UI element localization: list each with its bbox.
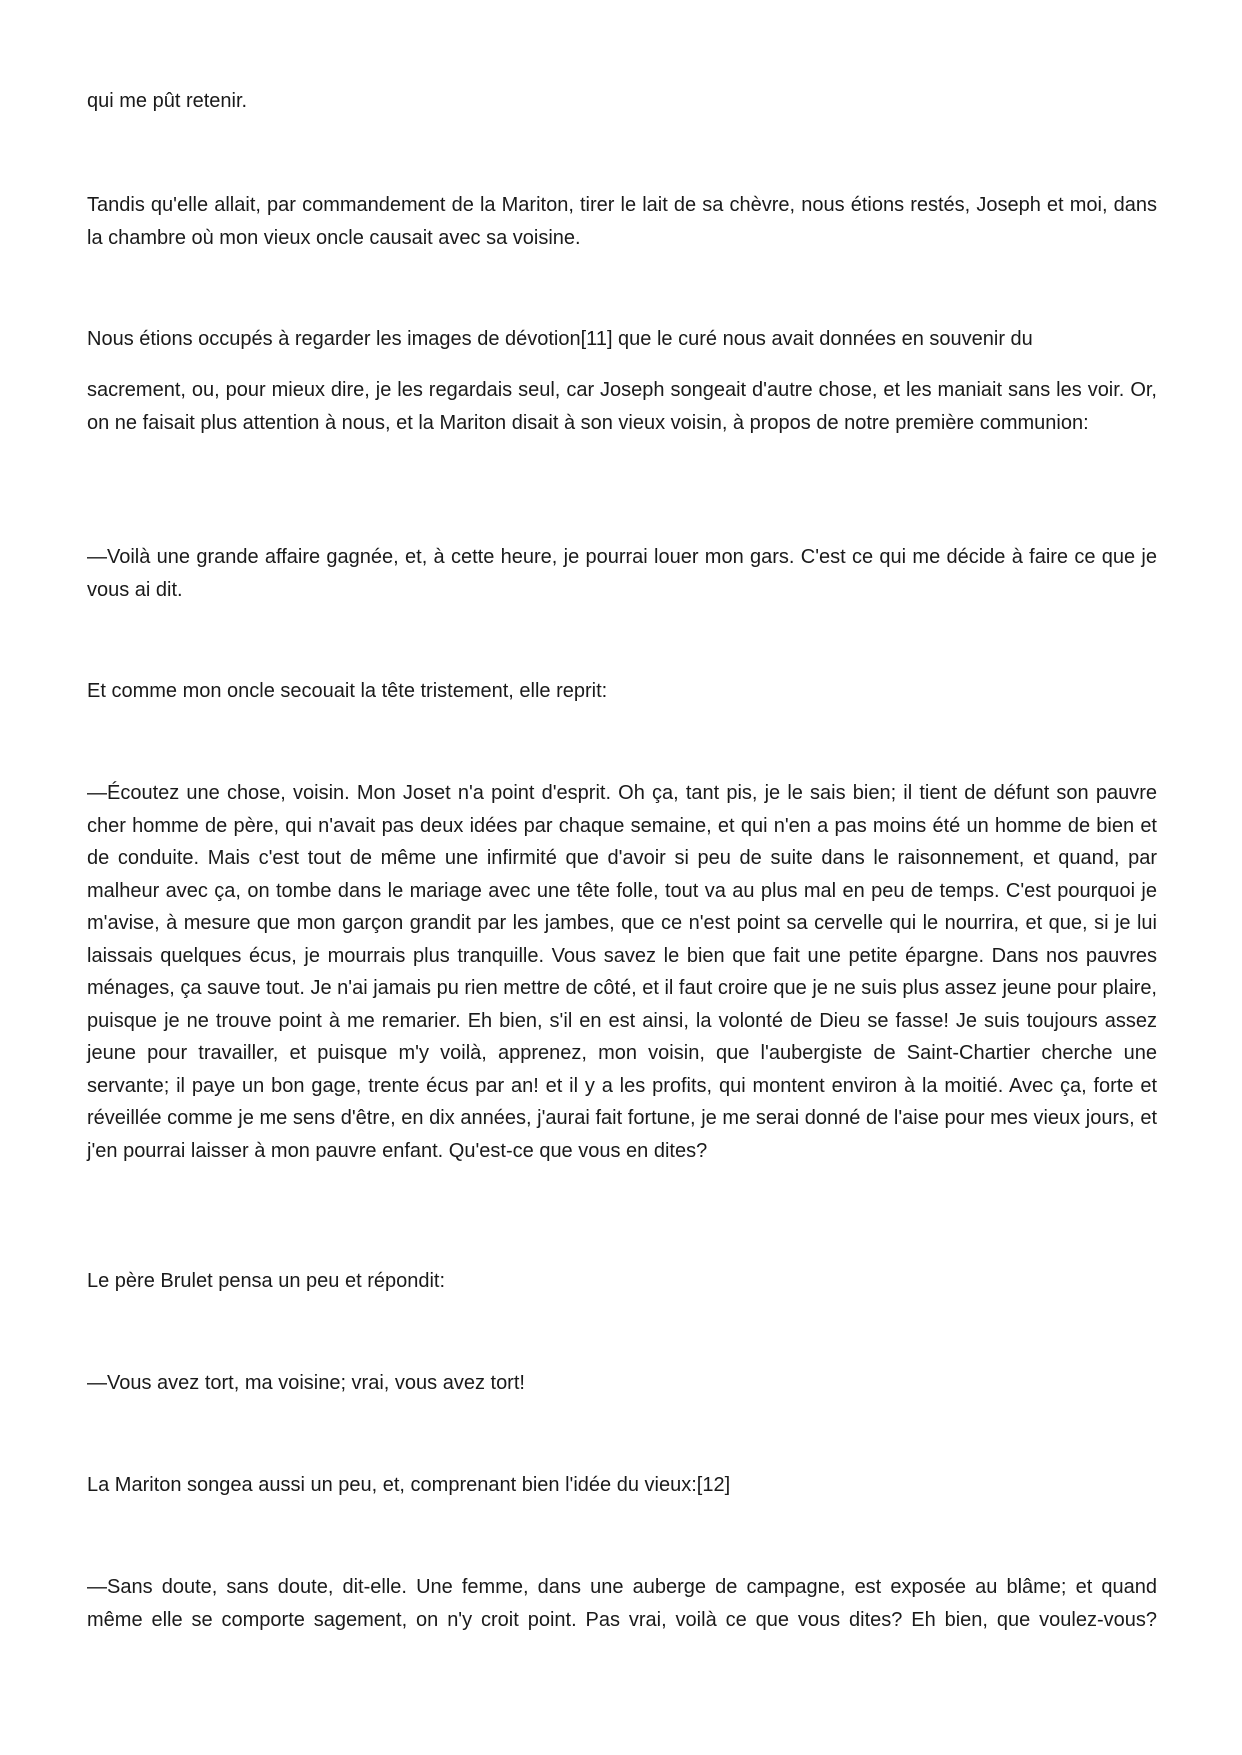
paragraph-1: qui me pût retenir. bbox=[87, 90, 248, 112]
document-page bbox=[87, 0, 1157, 1755]
paragraph-10: La Mariton songea aussi un peu, et, comprenant bien l'idée du vieux:[12] bbox=[87, 1474, 731, 1496]
paragraph-2: Tandis qu'elle allait, par commandement de la Mariton, tirer le lait de sa chèvre, nous étions restés, Joseph et moi, dans la chambre où mon vieux oncle causait avec sa voisine. bbox=[87, 194, 1157, 249]
paragraph-7: —Écoutez une chose, voisin. Mon Joset n'a point d'esprit. Oh ça, tant pis, je le sais bien; il tient de défunt son pauvre cher homme de père, qui n'avait pas deux idées par chaque semaine, et qui n'en a pas moins été un homme de bien et de conduite. Mais c'est tout de même une infirmité que d'avoir si peu de suite dans le raisonnement, et quand, par malheur avec ça, on tombe dans le mariage avec une tête folle, tout va au plus mal en peu de temps. C'est pourquoi je m'avise, à mesure que mon garçon grandit par les jambes, que ce n'est point sa cervelle qui le nourrira, et que, si je lui laissais quelques écus, je mourrais plus tranquille. Vous savez le bien que fait une petite épargne. Dans nos pauvres ménages, ça sauve tout. Je n'ai jamais pu rien mettre de côté, et il faut croire que je ne suis plus assez jeune pour plaire, puisque je ne trouve point à me remarier. Eh bien, s'il en est ainsi, la volonté de Dieu se fasse! Je suis toujours assez jeune pour travailler, et puisque m'y voilà, apprenez, mon voisin, que l'aubergiste de Saint-Chartier cherche une servante; il paye un bon gage, trente écus par an! et il y a les profits, qui montent environ à la moitié. Avec ça, forte et réveillée comme je me sens d'être, en dix années, j'aurai fait fortune, je me serai donné de l'aise pour mes vieux jours, et j'en pourrai laisser à mon pauvre enfant. Qu'est-ce que vous en dites? bbox=[87, 782, 1157, 1162]
paragraph-5: —Voilà une grande affaire gagnée, et, à cette heure, je pourrai louer mon gars. C'est ce qui me décide à faire ce que je vous ai dit. bbox=[87, 546, 1157, 601]
paragraph-9: —Vous avez tort, ma voisine; vrai, vous avez tort! bbox=[87, 1372, 525, 1394]
paragraph-6: Et comme mon oncle secouait la tête tristement, elle reprit: bbox=[87, 680, 608, 702]
paragraph-4: sacrement, ou, pour mieux dire, je les regardais seul, car Joseph songeait d'autre chose, et les maniait sans les voir. Or, on ne faisait plus attention à nous, et la Mariton disait à son vieux voisin, à propos de notre première communion: bbox=[87, 379, 1157, 434]
paragraph-3: Nous étions occupés à regarder les images de dévotion[11] que le curé nous avait données en souvenir du bbox=[87, 328, 1033, 350]
paragraph-8: Le père Brulet pensa un peu et répondit: bbox=[87, 1270, 446, 1292]
paragraph-11: —Sans doute, sans doute, dit-elle. Une femme, dans une auberge de campagne, est exposée au blâme; et quand même elle se comporte sagement, on n'y croit point. Pas vrai, voilà ce que vous dites? Eh bien, que voulez-vous? bbox=[87, 1576, 1157, 1631]
